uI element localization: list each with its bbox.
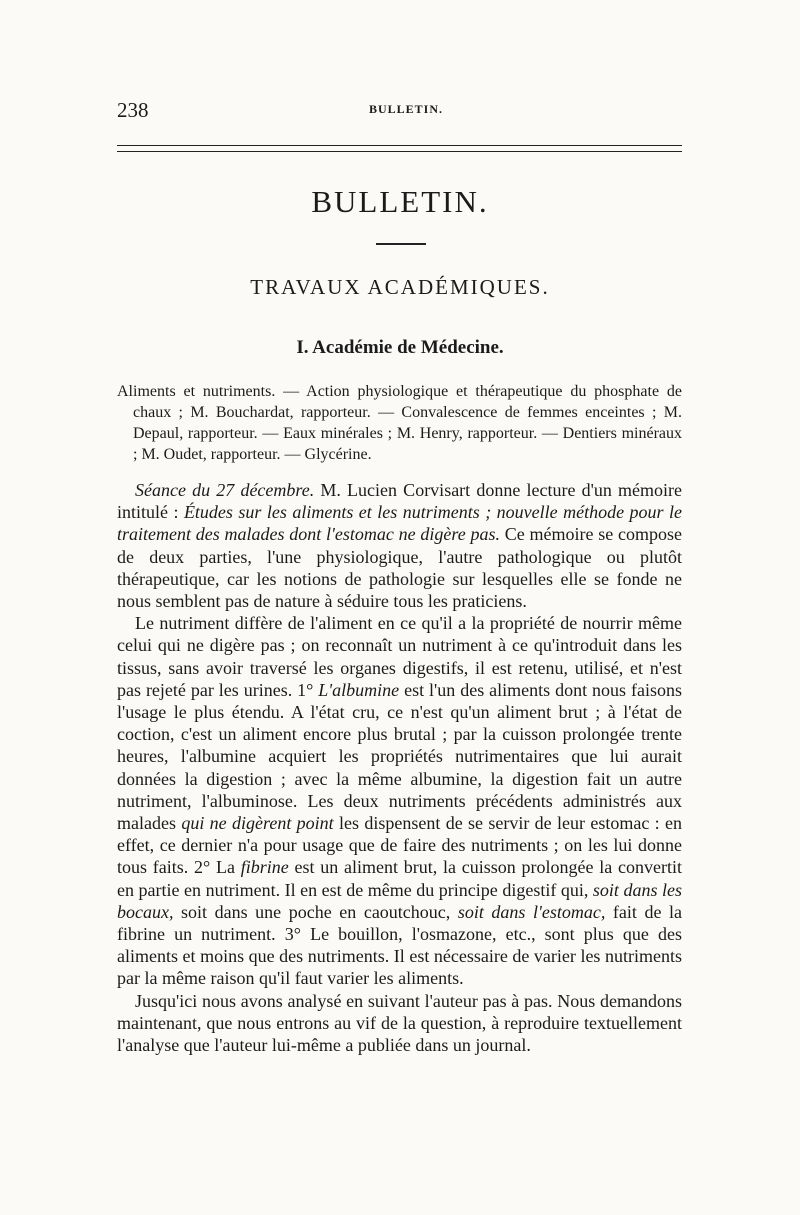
p1-text-b: Ce mémoire se compose de deux parties, l'une physiologique, l'autre pathologique ou plutôt thérapeutique, car les notions de pathologie sur lesquelles elle se fonde ne nous semblent pas de nature à séduire tous les praticiens.	[117, 524, 682, 612]
fibrine-term: fibrine	[240, 857, 289, 878]
session-date: Séance du 27 décembre.	[135, 480, 315, 500]
paragraph-1	[117, 479, 682, 612]
albumine-term: L'albumine	[318, 679, 400, 700]
page-title: BULLETIN.	[311, 184, 489, 219]
p2-text-c: les dispensent de se servir de leur estomac : en effet, ce dernier n'a pour usage que de faire des nutriments ; on les lui donne tous faits. 2° La	[117, 813, 682, 878]
running-head	[117, 98, 682, 124]
header-rule	[117, 145, 682, 152]
memoir-title: Études sur les aliments et les nutriments ; nouvelle méthode pour le traitement des malades dont l'estomac ne digère pas.	[117, 502, 682, 545]
p2-text-b: est l'un des aliments dont nous faisons l'usage le plus étendu. A l'état cru, ce n'est qu'un aliment brut ; à l'état de coction, c'est un aliment encore plus brutal ; par la cuisson prolongée trente heures, l'albumine acquiert les propriétés nutrimentaires que lui aurait données la digestion ; avec la même albumine, la digestion fait un autre nutriment, l'albuminose. Les deux nutriments précédents administrés aux malades	[117, 679, 682, 834]
bocaux-term: soit dans les bocaux,	[117, 879, 682, 922]
p2-text-d: est un aliment brut, la cuisson prolongée la convertit en partie en nutriment. Il en est de même du principe digestif qui,	[117, 857, 682, 900]
subsection-title: I. Académie de Médecine.	[296, 337, 504, 358]
summary-block	[117, 381, 682, 465]
estomac-term: soit dans l'estomac,	[457, 901, 606, 922]
section-title: TRAVAUX ACADÉMIQUES.	[250, 275, 550, 299]
summary-text: Aliments et nutriments. — Action physiologique et thérapeutique du phosphate de chaux ; M. Bouchardat, rapporteur. — Convalescence de femmes enceintes ; M. Depaul, rapporteur. — Eaux minérales ; M. Henry, rapporteur. — Dentiers minéraux ; M. Oudet, rapporteur. — Glycérine.	[117, 383, 682, 463]
running-title: BULLETIN.	[369, 102, 444, 116]
p1-text-a: M. Lucien Corvisart donne lecture d'un mémoire intitulé :	[117, 480, 682, 523]
p2-text-f: fait de la fibrine un nutriment. 3° Le bouillon, l'osmazone, etc., sont plus que des aliments et moins que des nutriments. Il est nécessaire de varier les nutriments par la même raison qu'il faut varier les aliments.	[117, 901, 683, 989]
title-divider	[376, 243, 426, 245]
paragraph-3: Jusqu'ici nous avons analysé en suivant l'auteur pas à pas. Nous demandons maintenant, que nous entrons au vif de la question, à reproduire textuellement l'analyse que l'auteur lui-même a publiée dans un journal.	[117, 990, 682, 1056]
p2-text-a: Le nutriment diffère de l'aliment en ce qu'il a la propriété de nourrir même celui qui ne digère pas ; on reconnaît un nutriment à ce qu'introduit dans les tissus, sans avoir traversé les organes digestifs, il est retenu, utilisé, et n'est pas rejeté par les urines. 1°	[117, 613, 682, 700]
page-number: 238	[117, 98, 149, 122]
body-text	[117, 479, 682, 1056]
qui-ne-digerent-term: qui ne digèrent point	[181, 813, 334, 834]
paragraph-2	[117, 612, 682, 989]
p2-text-e: soit dans une poche en caoutchouc,	[173, 901, 458, 922]
